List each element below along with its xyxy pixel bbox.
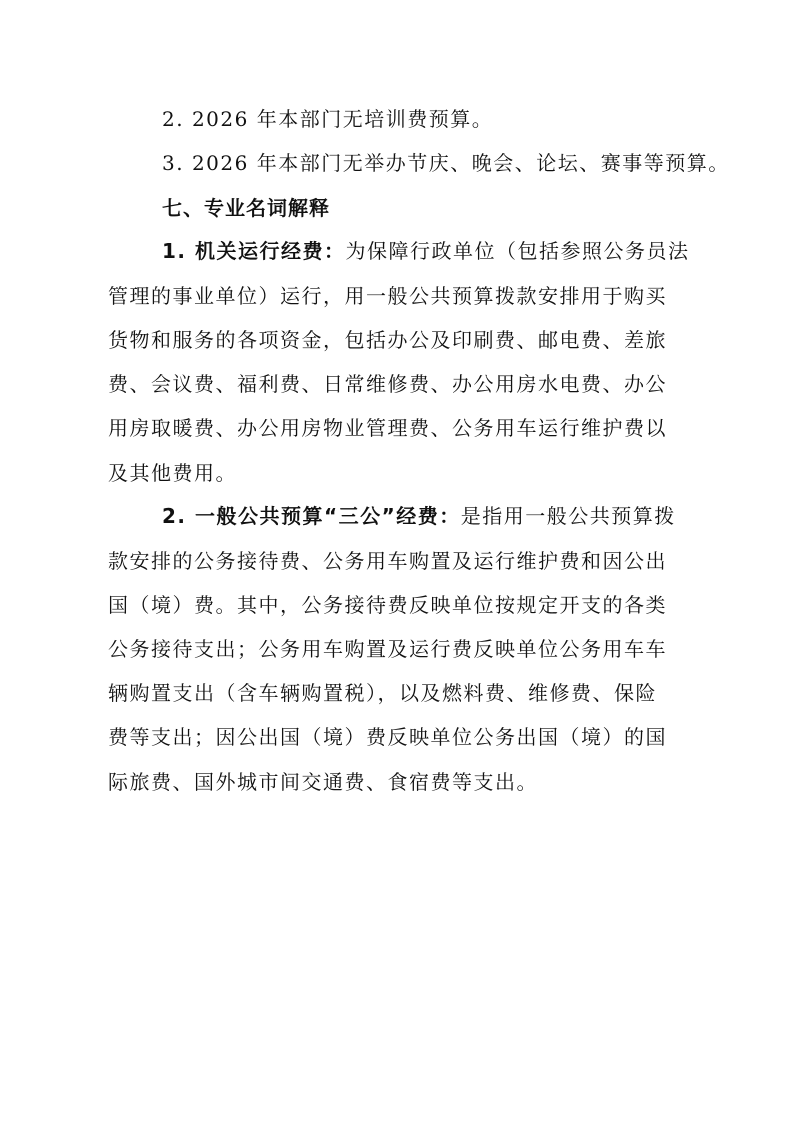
definition-2-line: 国（境）费。其中，公务接待费反映单位按规定开支的各类 bbox=[108, 593, 667, 617]
definition-1-line: 货物和服务的各项资金，包括办公及印刷费、邮电费、差旅 bbox=[108, 328, 667, 352]
definition-2-first-line bbox=[162, 498, 692, 534]
definition-2-line: 费等支出；因公出国（境）费反映单位公务出国（境）的国 bbox=[108, 725, 667, 749]
definition-2-term: 2. 一般公共预算“三公”经费： bbox=[162, 504, 461, 528]
definition-1-line: 及其他费用。 bbox=[108, 461, 237, 485]
events-budget-item: 3. 2026 年本部门无举办节庆、晚会、论坛、赛事等预算。 bbox=[162, 151, 730, 175]
definition-1-first-line bbox=[162, 233, 692, 269]
definition-2-text: 是指用一般公共预算拨 bbox=[460, 504, 676, 528]
section-heading: 七、专业名词解释 bbox=[162, 196, 330, 220]
definition-2-line: 公务接待支出；公务用车购置及运行费反映单位公务用车车 bbox=[108, 637, 667, 661]
definition-1-line: 费、会议费、福利费、日常维修费、办公用房水电费、办公 bbox=[108, 372, 667, 396]
definition-2-line: 际旅费、国外城市间交通费、食宿费等支出。 bbox=[108, 770, 538, 794]
definition-1-text: 为保障行政单位（包括参照公务员法 bbox=[345, 239, 690, 263]
definition-1-term: 1. 机关运行经费： bbox=[162, 239, 346, 263]
definition-1-line: 管理的事业单位）运行，用一般公共预算拨款安排用于购买 bbox=[108, 284, 667, 308]
definition-2-line: 款安排的公务接待费、公务用车购置及运行维护费和因公出 bbox=[108, 549, 667, 573]
training-budget-item: 2. 2026 年本部门无培训费预算。 bbox=[162, 107, 494, 131]
definition-1-line: 用房取暖费、办公用房物业管理费、公务用车运行维护费以 bbox=[108, 416, 667, 440]
definition-2-line: 辆购置支出（含车辆购置税），以及燃料费、维修费、保险 bbox=[108, 681, 657, 705]
